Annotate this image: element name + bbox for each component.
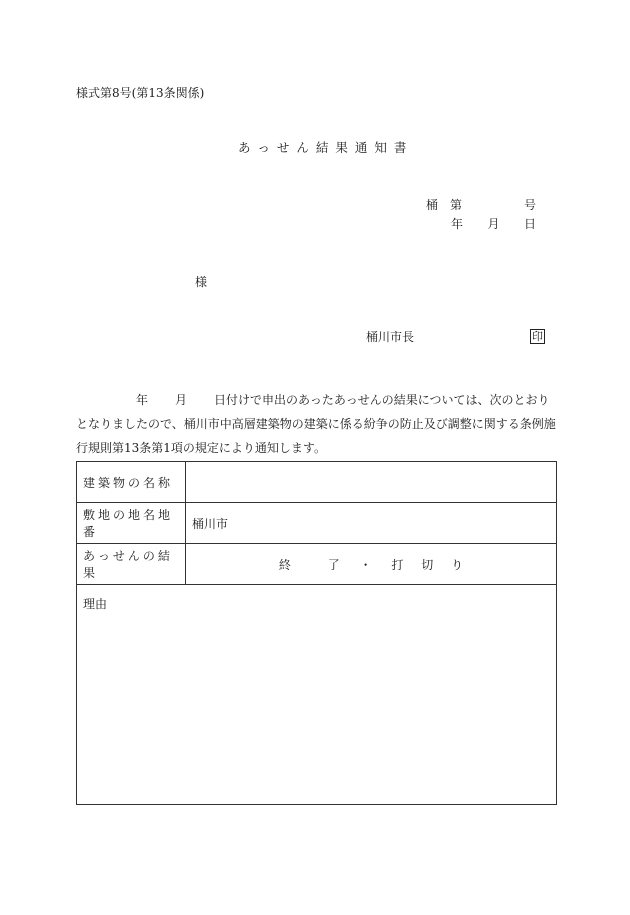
form-number: 様式第8号(第13条関係) (76, 86, 205, 100)
result-char: 了 (327, 557, 340, 572)
reference-go: 号 (523, 198, 536, 212)
result-char: ・ (359, 557, 372, 572)
result-char: 切 (421, 557, 434, 572)
result-label: あっせんの結果 (77, 544, 186, 585)
building-name-label: 建築物の名称 (77, 462, 186, 503)
body-paragraph (76, 388, 556, 460)
date-year: 年 (451, 217, 464, 231)
addressee-suffix: 様 (195, 275, 208, 289)
date-day: 日 (523, 217, 536, 231)
document-title: あっせん結果通知書 (238, 140, 414, 155)
lot-row (77, 503, 557, 544)
lot-value[interactable]: 桶川市 (186, 503, 557, 544)
date-month: 月 (487, 217, 500, 231)
result-char: り (451, 557, 464, 572)
issue-date (451, 218, 536, 230)
result-row (77, 544, 557, 585)
reason-label[interactable]: 理由 (77, 585, 557, 805)
reference-dai: 第 (450, 198, 463, 212)
result-char: 終 (278, 557, 291, 572)
seal-mark: 印 (532, 330, 543, 343)
reference-prefix: 桶 (426, 198, 439, 212)
info-table (76, 461, 557, 805)
reason-row (77, 585, 557, 805)
issuer-title: 桶川市長 (366, 330, 415, 344)
building-name-row (77, 462, 557, 503)
body-year: 年 (136, 393, 149, 407)
body-month: 月 (175, 393, 188, 407)
reference-number (426, 199, 536, 211)
lot-label: 敷地の地名地番 (77, 503, 186, 544)
body-text: 日付けで申出のあったあっせんの結果については、次のとおりとなりましたので、桶川市中高層建築物の建築に係る紛争の防止及び調整に関する条例施行規則第13条第1項の規定により通知します。 (76, 393, 556, 455)
building-name-value[interactable] (186, 462, 557, 503)
result-char: 打 (391, 557, 404, 572)
result-options[interactable] (186, 544, 557, 585)
